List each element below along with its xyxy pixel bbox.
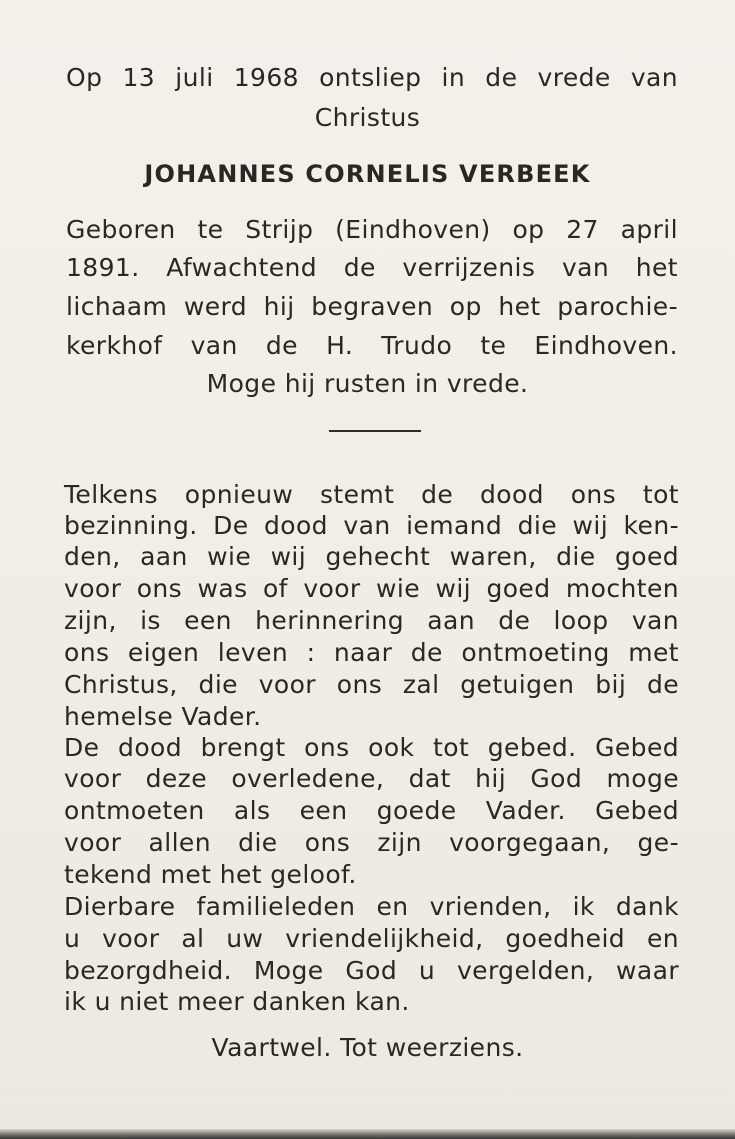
- birth-line-4: kerkhof van de H. Trudo te Eindhoven.: [66, 331, 678, 360]
- birth-line-2: 1891. Afwachtend de verrijzenis van het: [66, 253, 678, 282]
- reflection-line-12: voor allen die ons zijn voorgegaan, ge-: [64, 828, 679, 857]
- reflection-line-11: ontmoeten als een goede Vader. Gebed: [64, 796, 679, 825]
- reflection-line-8: hemelse Vader.: [64, 702, 262, 731]
- reflection-line-1: Telkens opnieuw stemt de dood ons tot: [64, 480, 679, 509]
- reflection-line-2: bezinning. De dood van iemand die wij ken-: [64, 511, 679, 540]
- reflection-line-3: den, aan wie wij gehecht waren, die goed: [64, 542, 679, 571]
- farewell: Vaartwel. Tot weerziens.: [211, 1033, 524, 1062]
- reflection-line-4: voor ons was of voor wie wij goed mochten: [64, 574, 679, 603]
- birth-line-1: Geboren te Strijp (Eindhoven) op 27 april: [66, 215, 678, 244]
- card-bottom-edge: [0, 1129, 735, 1139]
- reflection-line-7: Christus, die voor ons zal getuigen bij de: [64, 670, 679, 699]
- section-divider: [329, 430, 421, 432]
- birth-line-5: Moge hij rusten in vrede.: [206, 369, 529, 398]
- header-line-2: Christus: [314, 103, 421, 132]
- reflection-line-14: Dierbare familieleden en vrienden, ik dank: [64, 892, 679, 921]
- reflection-line-15: u voor al uw vriendelijkheid, goedheid en: [64, 924, 679, 953]
- reflection-line-6: ons eigen leven : naar de ontmoeting met: [64, 638, 679, 667]
- birth-line-3: lichaam werd hij begraven op het parochie-: [66, 292, 678, 321]
- reflection-line-5: zijn, is een herinnering aan de loop van: [64, 606, 679, 635]
- reflection-line-10: voor deze overledene, dat hij God moge: [64, 764, 679, 793]
- deceased-name: JOHANNES CORNELIS VERBEEK: [144, 160, 591, 188]
- reflection-line-13: tekend met het geloof.: [64, 860, 357, 889]
- header-line-1: Op 13 juli 1968 ontsliep in de vrede van: [66, 63, 678, 92]
- reflection-line-17: ik u niet meer danken kan.: [64, 987, 410, 1016]
- reflection-line-9: De dood brengt ons ook tot gebed. Gebed: [64, 733, 679, 762]
- reflection-line-16: bezorgdheid. Moge God u vergelden, waar: [64, 956, 679, 985]
